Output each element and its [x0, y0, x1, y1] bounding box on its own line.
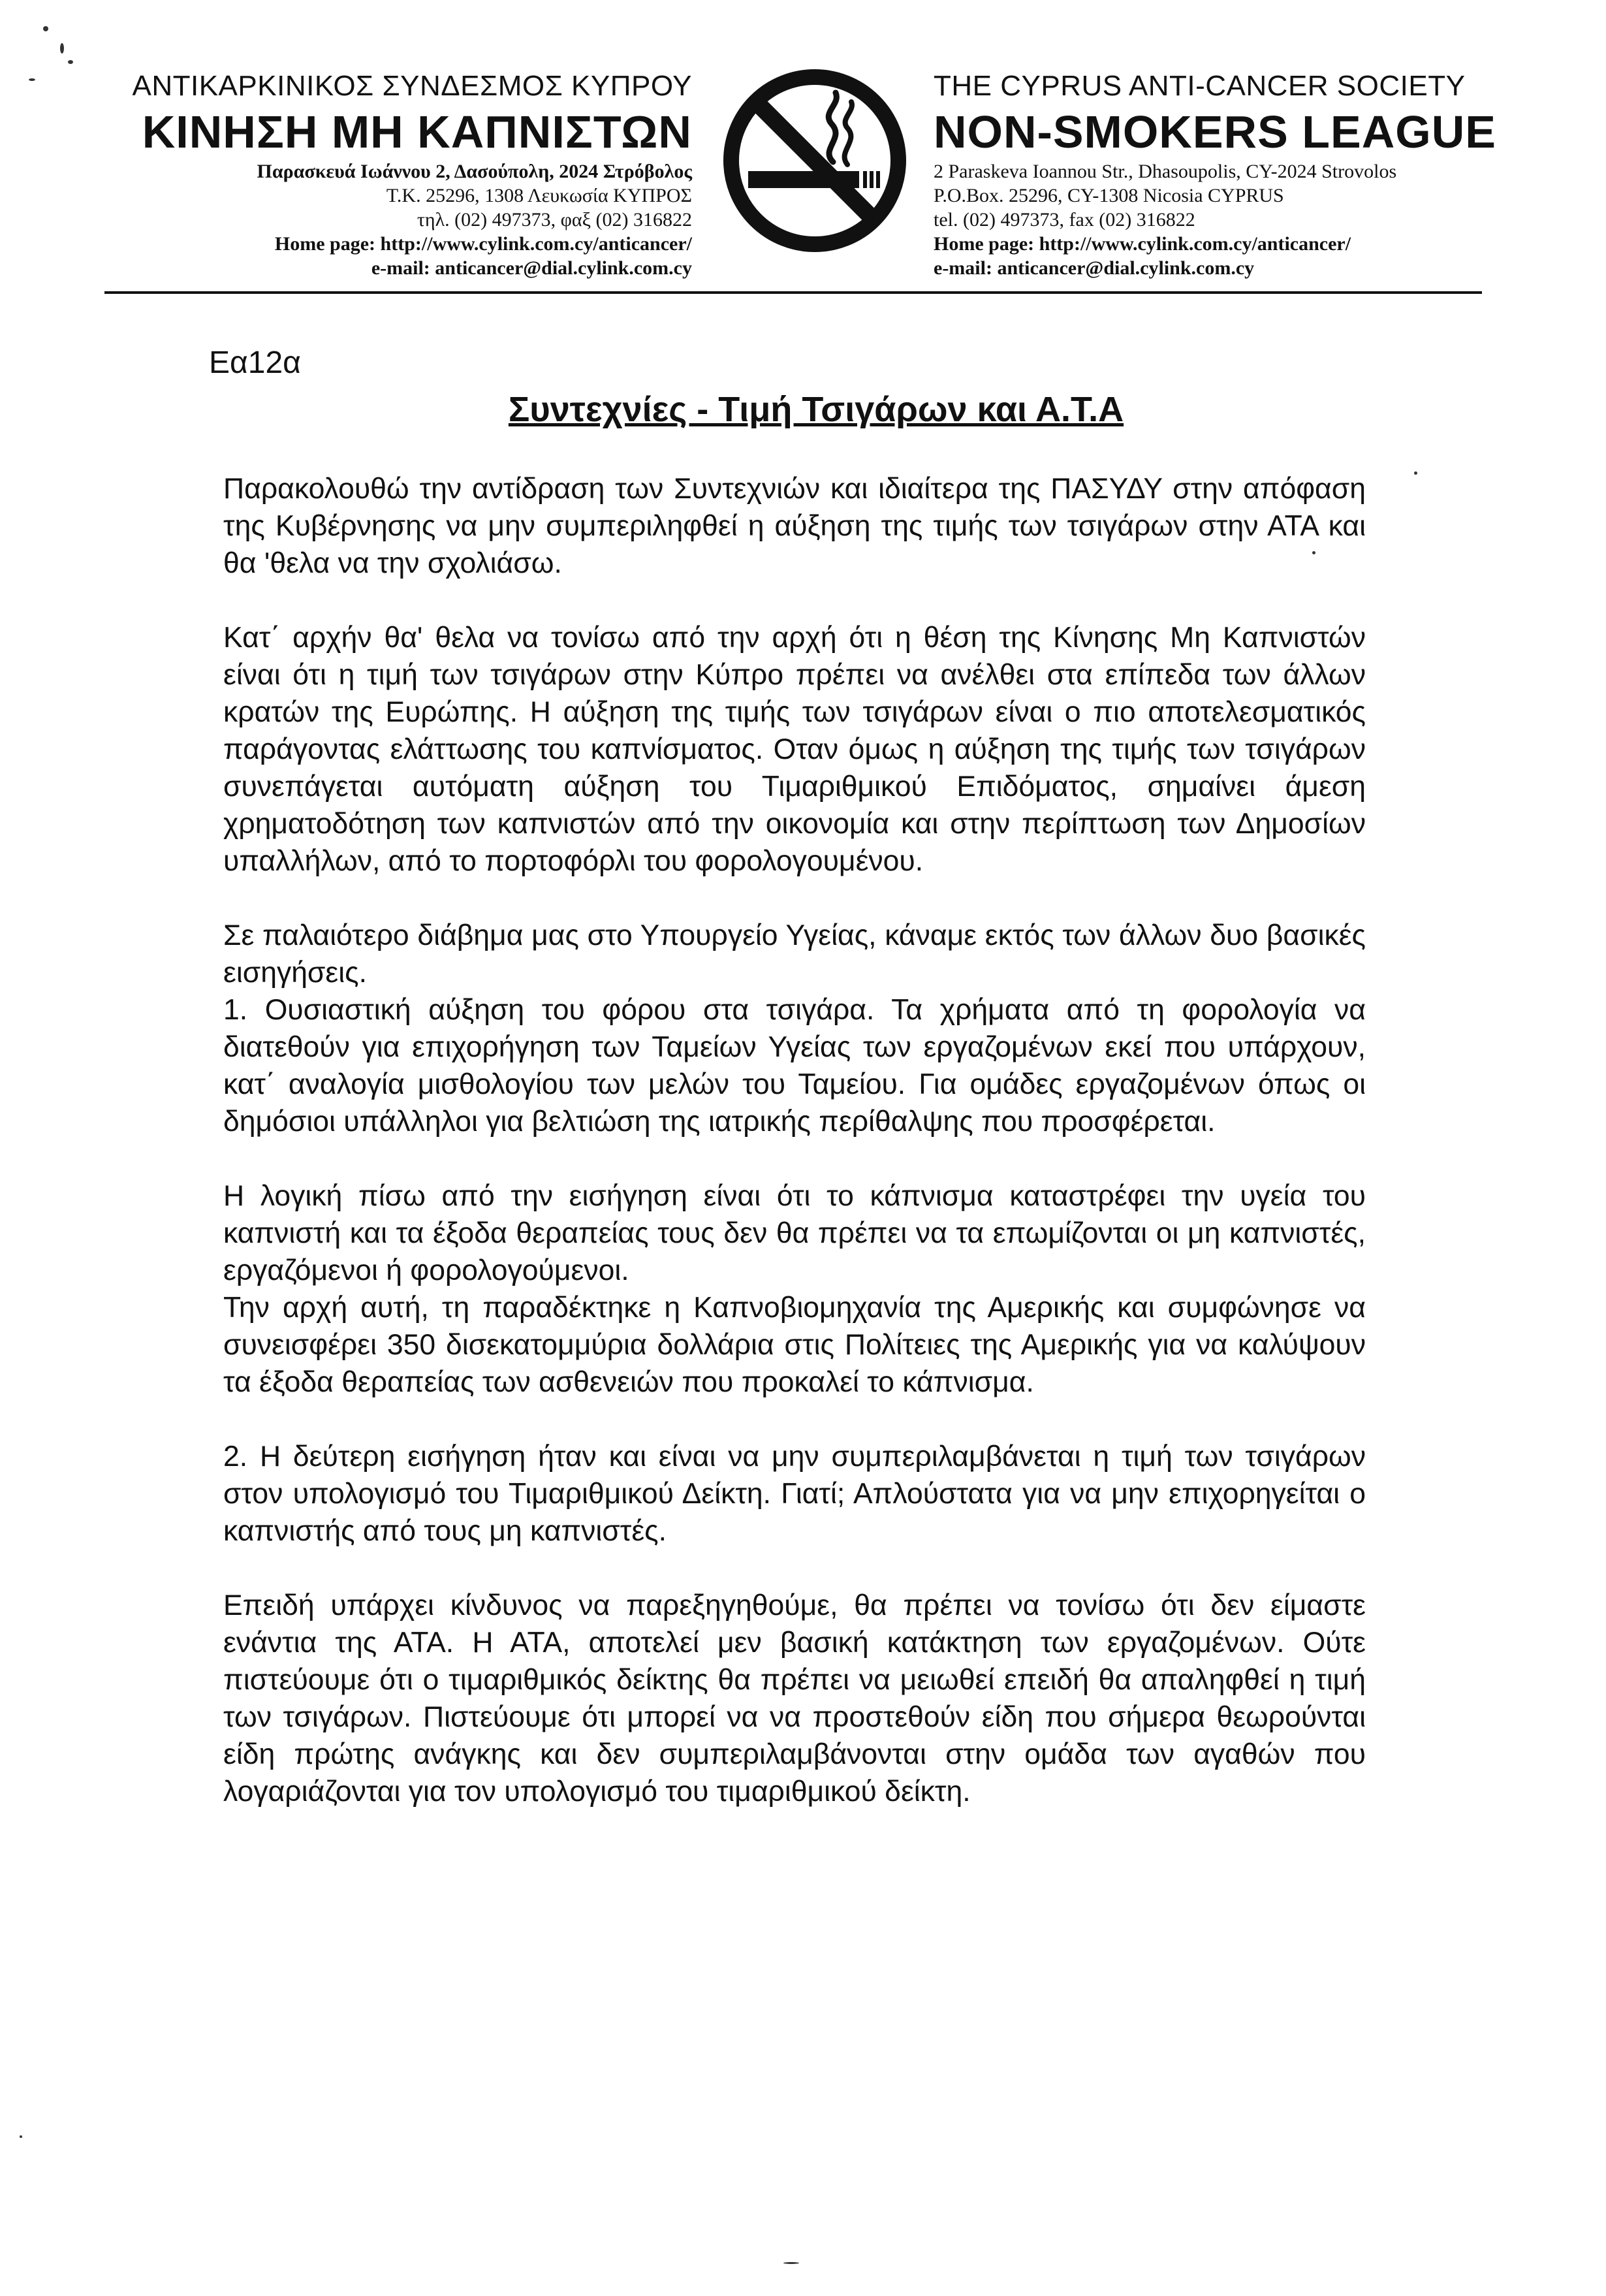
org-name-english: THE CYPRUS ANTI-CANCER SOCIETY [934, 70, 1466, 102]
league-name-english: NON-SMOKERS LEAGUE [934, 106, 1496, 157]
address-line-1-greek: Παρασκευά Ιωάννου 2, Δασούπολη, 2024 Στρόβολος [257, 161, 692, 182]
phone-english: tel. (02) 497373, fax (02) 316822 [934, 209, 1195, 231]
email-greek: e-mail: anticancer@dial.cylink.com.cy [371, 257, 692, 279]
scan-speck [43, 26, 48, 31]
paragraph: Παρακολουθώ την αντίδραση των Συντεχνιών και ιδιαίτερα της ΠΑΣΥΔΥ στην απόφαση της Κυβέρνησης να μην συμπεριληφθεί η αύξηση της τιμής των τσιγάρων στην ΑΤΑ και θα 'θελα να την σχολιάσω. [223, 473, 1366, 579]
org-name-greek: ΑΝΤΙΚΑΡΚΙΝΙΚΟΣ ΣΥΝΔΕΣΜΟΣ ΚΥΠΡΟΥ [132, 70, 692, 102]
address-line-1-english: 2 Paraskeva Ioannou Str., Dhasoupolis, CY-2024 Strovolos [934, 161, 1397, 182]
address-line-2-english: P.O.Box. 25296, CY-1308 Nicosia CYPRUS [934, 185, 1284, 206]
email-english: e-mail: anticancer@dial.cylink.com.cy [934, 257, 1255, 279]
header-greek [85, 68, 692, 280]
homepage-greek: Home page: http://www.cylink.com.cy/anticancer/ [274, 233, 692, 255]
address-line-2-greek: Τ.Κ. 25296, 1308 Λευκωσία ΚΥΠΡΟΣ [386, 185, 692, 206]
paragraph: Επειδή υπάρχει κίνδυνος να παρεξηγηθούμε, θα πρέπει να τονίσω ότι δεν είμαστε ενάντια της ΑΤΑ. Η ΑΤΑ, αποτελεί μεν βασική κατάκτηση των εργαζομένων. Ούτε πιστεύουμε ότι ο τιμαριθμικός δείκτης θα πρέπει να μειωθεί επειδή θα απαληφθεί η τιμή των τσιγάρων. Πιστεύουμε ότι μπορεί να να προστεθούν είδη που σήμερα θεωρούνται είδη πρώτης ανάγκης και δεν συμπεριλαμβάνονται στην ομάδα των αγαθών που λογαριάζονται για τον υπολογισμό του τιμαριθμικού δείκτη. [223, 1589, 1366, 1808]
document-title: Συντεχνίες - Τιμή Τσιγάρων και Α.Τ.Α [508, 390, 1124, 429]
paragraph: Την αρχή αυτή, τη παραδέκτηκε η Καπνοβιομηχανία της Αμερικής και συμφώνησε να συνεισφέρει 350 δισεκατομμύρια δολλάρια στις Πολίτειες της Αμερικής για να καλύψουν τα έξοδα θεραπείας των ασθενειών που προκαλεί το κάπνισμα. [223, 1292, 1366, 1398]
scan-speck [1312, 551, 1315, 554]
scan-speck [1414, 471, 1417, 475]
document-reference: Εα12α [209, 345, 301, 380]
list-item: 2. Η δεύτερη εισήγηση ήταν και είναι να μην συμπεριλαμβάνεται η τιμή των τσιγάρων στον υπολογισμό του Τιμαριθμικού Δείκτη. Γιατί; Απλούστατα για να μην επιχορηγείται ο καπνιστής από τους μη καπνιστές. [223, 1441, 1366, 1547]
paragraph: Σε παλαιότερο διάβημα μας στο Υπουργείο Υγείας, κάναμε εκτός των άλλων δυο βασικές εισηγήσεις. [223, 919, 1366, 989]
list-item: 1. Ουσιαστική αύξηση του φόρου στα τσιγάρα. Τα χρήματα από τη φορολογία να διατεθούν για επιχορήγηση των Ταμείων Υγείας των εργαζομένων εκεί που υπάρχουν, κατ΄ αναλογία μισθολογίου των μελών του Ταμείου. Για ομάδες εργαζομένων όπως οι δημόσιοι υπάλληλοι για βελτιώση της ιατρικής περίθαλψης που προσφέρεται. [223, 994, 1366, 1138]
scan-speck [29, 78, 35, 81]
homepage-english: Home page: http://www.cylink.com.cy/anticancer/ [934, 233, 1351, 255]
paragraph: Η λογική πίσω από την εισήγηση είναι ότι το κάπνισμα καταστρέφει την υγεία του καπνιστή και τα έξοδα θεραπείας τους δεν θα πρέπει να τα επωμίζονται οι μη καπνιστές, εργαζόμενοι ή φορολογούμενοι. [223, 1180, 1366, 1286]
phone-greek: τηλ. (02) 497373, φαξ (02) 316822 [417, 209, 692, 231]
no-smoking-icon [717, 63, 913, 259]
scan-speck [783, 2262, 799, 2264]
header-divider [104, 291, 1482, 294]
scan-speck [68, 60, 73, 64]
header-english [934, 68, 1554, 280]
paragraph: Κατ΄ αρχήν θα' θελα να τονίσω από την αρχή ότι η θέση της Κίνησης Μη Καπνιστών είναι ότι η τιμή των τσιγάρων στην Κύπρο πρέπει να ανέλθει στα επίπεδα των άλλων κρατών της Ευρώπης. Η αύξηση της τιμής των τσιγάρων είναι ο πιο αποτελεσματικός παράγοντας ελάττωσης του καπνίσματος. Οταν όμως η αύξηση της τιμής των τσιγάρων συνεπάγεται αυτόματη αύξηση του Τιμαριθμικού Επιδόματος, σημαίνει άμεση χρηματοδότηση των καπνιστών από την οικονομία και στην περίπτωση των Δημοσίων υπαλλήλων, από το πορτοφόρλι του φορολογουμένου. [223, 622, 1366, 877]
league-name-greek: ΚΙΝΗΣΗ ΜΗ ΚΑΠΝΙΣΤΩΝ [142, 106, 692, 157]
scan-speck [20, 2135, 22, 2138]
document-body [223, 470, 1366, 1847]
scan-speck [60, 43, 64, 54]
